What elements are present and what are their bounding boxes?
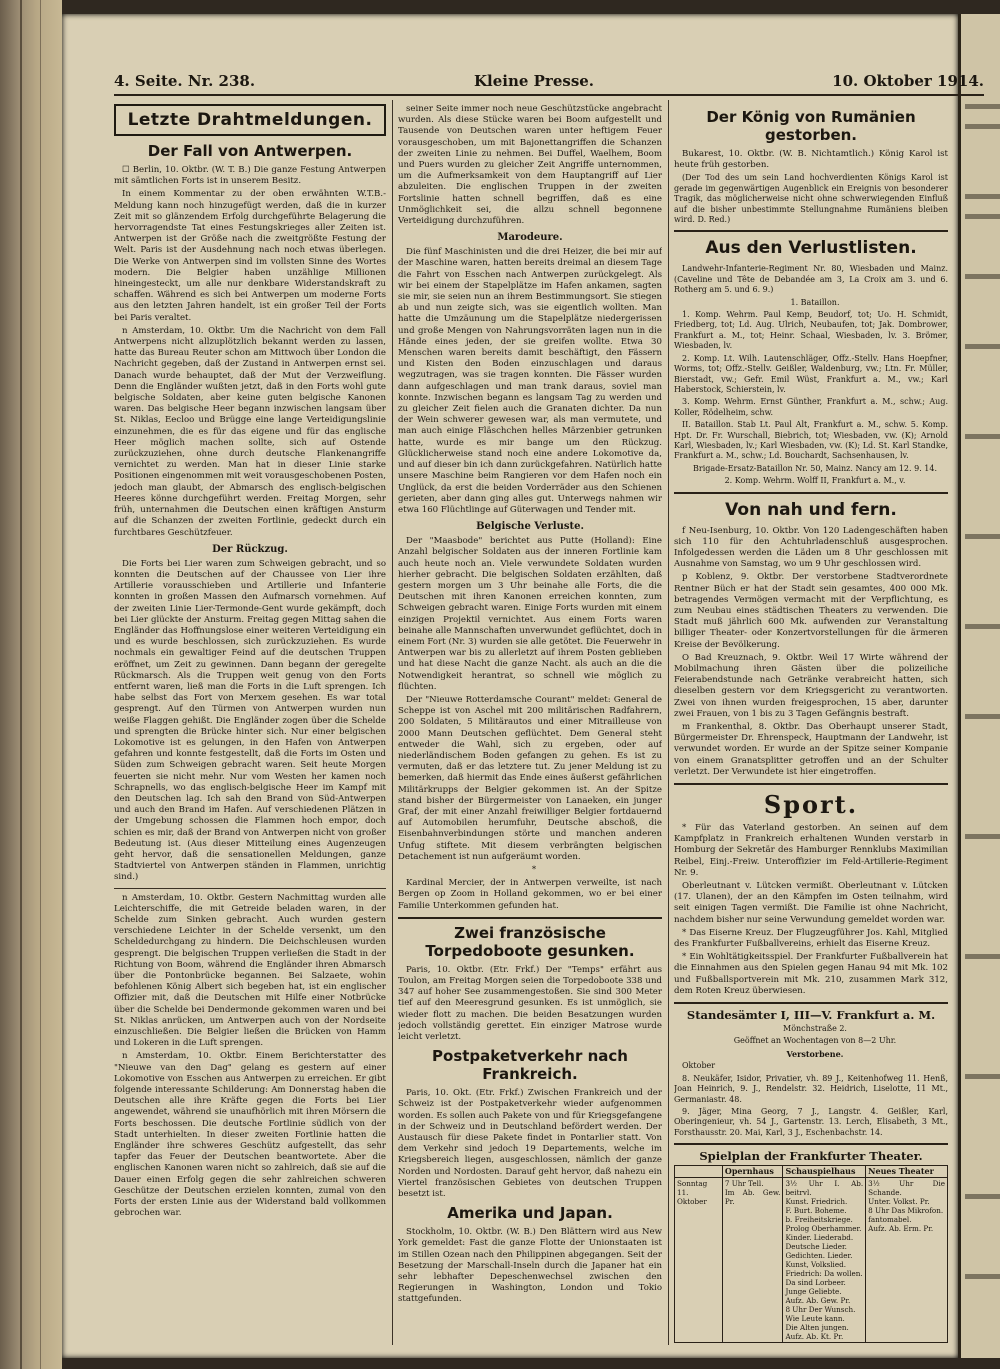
article-paragraph: Oktober	[682, 1061, 716, 1071]
headline-sport: Sport.	[763, 790, 859, 820]
column-1	[114, 104, 386, 1346]
article-paragraph: p Koblenz, 9. Oktbr. Der verstorbene Stadtverordnete Rentner Büch er hat der Stadt sein gesamtes, 400 000 Mk. betragendes Vermögen vermacht mit der Verpflichtung, es zum Neubau eines städtischen Theaters zu verwenden. Die Stadt muß jährlich 600 Mk. aufwenden zur Veranstaltung billiger Theater- oder Konzertvorstellungen für die ärmeren Kreise der Bevölkerung.	[674, 572, 948, 650]
article-paragraph: * Für das Vaterland gestorben. An seinen auf dem Kampfplatz in Frankreich erhaltenen Wunden verstarb in Homburg der Sekretär des Hamburger Rennklubs Maximilian Reibel, Einj.-Freiw. Unteroffizier im Feld-Artillerie-Regiment Nr. 9.	[674, 823, 948, 878]
column-2: seiner Seite immer noch neue Geschützstücke angebracht wurden. Als diese Stücke waren bei Boom aufgestellt und Tausende von Deutschen waren unter heftigem Feuer vorausgeschoben, um mit Bajonettangriffen die Schanzen der zweiten Linie zu nehmen. Bei Duffel, Waelhem, Boom und Puers wurden zu gleicher Zeit Angriffe unternommen, um die Aufmerksamkeit von dem Hauptangriff auf Lier abzuleiten. Die englischen Truppen in der zweiten Fortslinie hatten schnell begriffen, daß es eine Unmöglichkeit sei, die allzu schnell begonnene Verteidigung durchzuführen. Marodeure. Die fünf Maschinisten und die drei Heizer, die bei mir auf der Maschine waren, hatten bereits dreimal an diesem Tage die Fahrt von Esschen nach Antwerpen zurückgelegt. Als wir bei einem der Stapelplätze im Hafen ankamen, sagten sie mir, sie seien nun an ihrem Bestimmungsort. Sie stiegen ab und nun zeigte sich, was sie eigentlich wollten. Man hatte die Umzäunung um die Stapelplätze niedergerissen und große Mengen von Nahrungsvorräten lagen nun in die Hände eines jeden, der sie greifen wollte. Etwa 30 Menschen waren bereits damit beschäftigt, den Fässern und Kisten den Boden einzuschlagen und daraus wegzutragen, was sie tragen konnten. Die Fässer wurden dann aufgeschlagen und man trank daraus, soviel man konnte. Inzwischen begann es langsam Tag zu werden und zu gleicher Zeit fielen auch die Granaten dichter. Da nun der Wein schwerer gewesen war, als man vermutete, und man auch einige Fläschchen helles Märzenbier getrunken hatte, wurde es mir bange um den Rückzug. Glücklicherweise stand noch eine andere Lokomotive da, und auf dieser bin ich dann zurückgefahren. Natürlich hatte unsere Maschine beim Rangieren vor dem Hafen noch ein Unglück, da erst die beiden Vorderräder aus den Schienen gerieten, aber dann ging alles gut. Unterwegs nahmen wir etwa 160 Flüchtlinge auf Güterwagen und Tender mit. Belgische Verluste. Der "Maasbode" berichtet aus Putte (Holland): Eine Anzahl belgischer Soldaten aus der inneren Fortlinie kam auch heute noch an. Viele verwundete Soldaten wurden hierher gebracht. Die belgischen Soldaten erzählten, daß gestern morgen um 3 Uhr beinahe alle Forts, die die Deutschen mit ihren Kanonen erreichen konnten, zum Schweigen gebracht waren. Einige Forts wurden mit einem einzigen Projektil vernichtet. Aus einem Forts waren beinahe alle Mannschaften unverwundet geflüchtet, doch in einem Fort (Nr. 3) wurden sie alle getötet. Die Feuerwehr in Antwerpen war bis zu allerletzt auf ihrem Posten geblieben und hat diese Nacht die ganze Nacht. als auch an die die Notwendigkeit herantrat, so schnell wie möglich zu flüchten. Der "Nieuwe Rotterdamsche Courant" meldet: General de Scheppe ist von Aschel mit 200 militärischen Radfahrern, 200 Soldaten, 5 Militärautos und einer Mitrailleuse von 2000 Mann Deutschen geflüchtet. Dem General steht entweder die Wahl, sich zu ergeben, oder auf niederländischem Boden gefangen zu gehen. Es ist zu vermuten, daß er das letztere tut. Zu jener Meldung ist zu bemerken, daß hiermit das Ende eines äußerst gefährlichen Militärkrupps der Belgier gekommen ist. An der Spitze stand bisher der Bürgermeister von Lanaeken, ein junger Graf, der mit einer Anzahl freiwilliger Belgier fortdauernd auf Automobilen herumfuhr, Deutsche abschoß, die Eisenbahnverbindungen störte und manchen anderen Unfug stiftete. Mit diesem verbrängten belgischen Detachement ist nun aufgeräumt worden. * Kardinal Mercier, der in Antwerpen verweilte, ist nach Bergen op Zoom in Holland gekommen, wo er bei einer Familie Unterkommen gefunden hat. Zwei französische Torpedoboote gesunken. Paris, 10. Oktbr. (Etr. Frkf.) Der "Temps" erfährt aus Toulon, am Freitag Morgen seien die Torpedoboote 338 und 347 auf hoher See zusammengestoßen. Sie sind 300 Meter tief auf den Meeresgrund gesunken. Es ist unmöglich, sie wieder flott zu machen. Die beiden Besatzungen wurden jedoch vollständig gerettet. Ein einziger Matrose wurde leicht verletzt. Postpaketverkehr nach Frankreich. Paris, 10. Okt. (Etr. Frkf.) Zwischen Frankreich und der Schweiz ist der Postpaketverkehr wieder aufgenommen worden. Es sollen auch Pakete von und für Kriegsgefangene in der Schweiz und in Deutschland befördert werden. Der Austausch für diese Pakete findet in Pontarlier statt. Von dem Verkehr sind jedoch 19 Departements, welche im Kriegsbereich liegen, ausgeschlossen, nämlich der ganze Norden und Nordosten. Darauf geht hervor, daß nahezu ein Viertel französischen Gebietes von deutschen Truppen besetzt ist. Amerika und Japan. Stockholm, 10. Oktbr. (W. B.) Den Blättern wird aus New York gemeldet: Fast die ganze Flotte der Unionstaaten ist im Stillen Ozean nach den Philippinen abgegangen. Seit der Besetzung der Marschall-Inseln durch die Japaner hat ein sehr lebhafter Depeschenwechsel zwischen den Regierungen in Washington, London und Tokio stattgefunden.	[398, 104, 662, 1305]
article-paragraph: 8. Neukäfer, Isidor, Privatier, vh. 89 J., Keitenhofweg 11. Henß, Joan Heinrich, 9. J., Rendelstr. 32. Heidrich, Liselotte, 11 Mt., Germaniastr. 48.	[674, 1073, 948, 1104]
page-number: 4. Seite. Nr. 238.	[114, 72, 256, 90]
divider	[674, 1002, 948, 1004]
article-paragraph: Die Forts bei Lier waren zum Schweigen gebracht, und so konnten die Deutschen auf der Chaussee von Lier ihre Artillerie vorausschieben und Artillerie und Infanterie konnten in großen Massen den Aufmarsch vornehmen. Auf der zweiten Linie Lier-Termonde-Gent wurde gekämpft, doch bei Lier glückte der Ansturm. Freitag gegen Mittag sahen die Engländer das Hoffnungslose einer weiteren Verteidigung ein und es wurde beschlossen, sich zurückzuziehen. Es wurde nochmals ein gewaltiger Feind auf die deutschen Truppen eröffnet, um Zeit zu gewinnen. Dann begann der geregelte Rückmarsch. Als die Truppen weit genug von den Forts entfernt waren, ließ man die Forts in die Luft sprengen. Ich habe selbst das Fort von Merxem gesehen. Es war total gesprengt. Auf den Türmen von Antwerpen wurden nun weiße Flaggen gehißt. Die Engländer zogen über die Schelde und sprengten die Brücke hinter sich. Nur einer belgischen Lokomotive ist es gelungen, in den Hafen von Antwerpen gefahren und konnte festgestellt, daß die Forts im Osten und Süden zum Schweigen gebracht waren. Seit heute Morgen feuerten sie nicht mehr. Nur vom Westen her kamen noch Schrapnells, wo das englisch-belgische Heer im Kampf mit den Deutschen lag. Ich sah den Brand von Süd-Antwerpen und auch den Brand im Hafen. Auf verschiedenen Plätzen in der Umgebung schossen die Flammen hoch empor, doch schien es mir, daß der Brand von Antwerpen nicht von großer Bedeutung ist. (Aus dieser Mitteilung eines Augenzeugen geht hervor, daß die sensationellen Meldungen, ganze Stadtviertel von Antwerpen ständen in Flammen, unrichtig sind.)	[114, 558, 386, 883]
book-binding	[0, 0, 62, 1369]
newspaper-name: Kleine Presse.	[474, 72, 595, 90]
headline-postpaketverkehr: Postpaketverkehr nach Frankreich.	[432, 1047, 628, 1084]
article-paragraph: n Amsterdam, 10. Oktbr. Einem Berichterstatter des "Nieuwe van den Dag" gelang es gestern auf einer Lokomotive von Esschen aus Antwerpen zu erreichen. Er gibt folgende interessante Schilderung: Am Donnerstag haben die Deutschen alle ihre Kräfte gegen die Forts bei Lier angewendet, während sie unaufhörlich mit ihren Mörsern die Forts beschossen. Die deutsche Fortlinie südlich von der Stadt unterhielten. In dieser zweiten Fortlinie hatten die Engländer ihre schweres Geschütz aufgestellt, das sehr tapfer das Feuer der Deutschen beantwortete. Aber die englischen Kanonen waren nicht so zahlreich, daß sie auf die Dauer einen Erfolg gegen die sehr zahlreichen schweren Geschütze der Deutschen erzielen konnten, zumal von den Forts der ersten Linie aus der Widerstand bald vollkommen gebrochen war.	[114, 1051, 386, 1219]
newspaper-page	[62, 14, 984, 1358]
article-paragraph: Oberleutnant v. Lütcken vermißt. Oberleutnant v. Lütcken (17. Ulanen), der an den Kämpfen im Osten teilnahm, wird seit einigen Tagen vermißt. Die Familie ist ohne Nachricht, nachdem bisher nur seine Verwundung gemeldet worden war.	[674, 881, 948, 925]
divider	[674, 492, 948, 494]
article-paragraph: 1. Komp. Wehrm. Paul Kemp, Beudorf, tot; Uo. H. Schmidt, Friedberg, tot; Ld. Aug. Ulrich, Neubaufen, tot; Jak. Dombrower, Frankfurt a. M., tot; Heinr. Schaal, Wiesbaden, lv. 3. Brömer, Wiesbaden, lv.	[674, 310, 948, 351]
article-paragraph: m Frankenthal, 8. Oktbr. Das Oberhaupt unserer Stadt, Bürgermeister Dr. Ehrenspeck, Hauptmann der Landwehr, ist verwundet worden. Er wurde an der Spitze seiner Kompanie von einem Granatsplitter getroffen und an der Schulter verletzt. Der Verwundete ist hier eingetroffen.	[674, 722, 948, 777]
column-divider	[392, 100, 393, 1345]
article-paragraph: Brigade-Ersatz-Bataillon Nr. 50, Mainz. Nancy am 12. 9. 14.	[693, 463, 937, 473]
subheading-belgische-verluste: Belgische Verluste.	[476, 521, 584, 533]
table-header-cell: Opernhaus	[722, 1166, 783, 1178]
article-paragraph: 9. Jäger, Mina Georg, 7 J., Langstr. 4. Geißler, Karl, Oberingenieur, vh. 54 J., Gartenstr. 13. Lerch, Elisabeth, 3 Mt., Forsthausstr. 20. Mai, Karl, 3 J., Eschenbachstr. 14.	[674, 1106, 948, 1137]
page-header	[114, 70, 984, 96]
table-header-cell: Schauspielhaus	[783, 1166, 866, 1178]
article-paragraph: II. Bataillon. Stab Lt. Paul Alt, Frankfurt a. M., schw. 5. Komp. Hpt. Dr. Fr. Wurschall, Biebrich, tot; Wiesbaden, vw. (K); Arnold Karl, Wiesbaden, lv.; Karl Wiesbaden, vw. (K); Ld. St. Karl Standke, Frankfurt a. M., schw.; Ld. Bouchardt, Sachsenhausen, lv.	[674, 420, 948, 461]
headline-verlustlisten: Aus den Verlustlisten.	[705, 238, 917, 259]
divider	[674, 230, 948, 232]
article-paragraph: * Das Eiserne Kreuz. Der Flugzeugführer Jos. Kahl, Mitglied des Frankfurter Fußballvereins, erhielt das Eiserne Kreuz.	[674, 927, 948, 950]
table-cell-opernhaus: 7 Uhr Tell. Im Ab. Gew. Pr.	[722, 1178, 783, 1343]
article-paragraph: Bukarest, 10. Oktbr. (W. B. Nichtamtlich.) König Karol ist heute früh gestorben.	[674, 149, 948, 171]
article-paragraph: Der "Nieuwe Rotterdamsche Courant" meldet: General de Scheppe ist von Aschel mit 200 militärischen Radfahrern, 200 Soldaten, 5 Militärautos und einer Mitrailleuse von 2000 Mann Deutschen geflüchtet. Dem General steht entweder die Wahl, sich zu ergeben, oder auf niederländischem Boden gefangen zu gehen. Es ist zu vermuten, daß er das letztere tut. Zu jener Meldung ist zu bemerken, daß hiermit das Ende eines äußerst gefährlichen Militärkrupps der Belgier gekommen ist. An der Spitze stand bisher der Bürgermeister von Lanaeken, ein junger Graf, der mit einer Anzahl freiwilliger Belgier fortdauernd auf Automobilen herumfuhr, Deutsche abschoß, die Eisenbahnverbindungen störte und manchen anderen Unfug stiftete. Mit diesem verbrängten belgischen Detachement ist nun aufgeräumt worden.	[398, 694, 662, 862]
section-title-drahtmeldungen: Letzte Drahtmeldungen.	[114, 104, 386, 136]
table-header-cell	[675, 1166, 723, 1178]
article-paragraph: Die fünf Maschinisten und die drei Heizer, die bei mir auf der Maschine waren, hatten bereits dreimal an diesem Tage die Fahrt von Esschen nach Antwerpen zurückgelegt. Als wir bei einem der Stapelplätze im Hafen ankamen, sagten sie mir, sie seien nun an ihrem Bestimmungsort. Sie stiegen ab und nun zeigte sich, was sie eigentlich wollten. Man hatte die Umzäunung um die Stapelplätze niedergerissen und große Mengen von Nahrungsvorräten lagen nun in die Hände eines jeden, der sie greifen wollte. Etwa 30 Menschen waren bereits damit beschäftigt, den Fässern und Kisten den Boden einzuschlagen und daraus wegzutragen, was sie tragen konnten. Die Fässer wurden dann aufgeschlagen und man trank daraus, soviel man konnte. Inzwischen begann es langsam Tag zu werden und zu gleicher Zeit fielen auch die Granaten dichter. Da nun der Wein schwerer gewesen war, als man vermutete, und man auch einige Fläschchen helles Märzenbier getrunken hatte, wurde es mir bange um den Rückzug. Glücklicherweise stand noch eine andere Lokomotive da, und auf dieser bin ich dann zurückgefahren. Natürlich hatte unsere Maschine beim Rangieren vor dem Hafen noch ein Unglück, da erst die beiden Vorderräder aus den Schienen gerieten, aber dann ging alles gut. Unterwegs nahmen wir etwa 160 Flüchtlinge auf Güterwagen und Tender mit.	[398, 247, 662, 515]
article-paragraph: f Neu-Isenburg, 10. Oktbr. Von 120 Ladengeschäften haben sich 110 für den Achtuhrladenschluß ausgesprochen. Infolgedessen werden die Läden um 8 Uhr geschlossen mit Ausnahme von Samstag, wo um 9 Uhr geschlossen wird.	[674, 525, 948, 570]
table-cell-schauspielhaus: 3½ Uhr I. Ab. beitrvl. Kunst. Friedrich. F. Burt. Boheme. b. Freiheitskriege. Prolog Oberhammer. Kinder. Liederabd. Deutsche Lieder. Gedichten. Lieder. Kunst, Volkslied. Friedrich: Da wollen. Da sind Lorbeer. Junge Geliebte. Aufz. Ab. Gew. Pr. 8 Uhr Der Wunsch. Wie Leute kann. Die Alten jungen. Aufz. Ab. Kt. Pr.	[783, 1178, 866, 1343]
article-paragraph: Verstorbene.	[786, 1048, 844, 1059]
column-3	[674, 104, 948, 1346]
article-paragraph: * Ein Wohltätigkeitsspiel. Der Frankfurter Fußballverein hat die Einnahmen aus den Spielen gegen Hanau 94 mit Mk. 102 und Fußballsportverein mit Mk. 210, zusammen Mark 312, dem Roten Kreuz überwiesen.	[674, 952, 948, 996]
article-paragraph: Paris, 10. Okt. (Etr. Frkf.) Zwischen Frankreich und der Schweiz ist der Postpaketverkehr wieder aufgenommen worden. Es sollen auch Pakete von und für Kriegsgefangene in der Schweiz und in Deutschland befördert werden. Der Austausch für diese Pakete findet in Pontarlier statt. Von dem Verkehr sind jedoch 19 Departements, welche im Kriegsbereich liegen, ausgeschlossen, nämlich der ganze Norden und Nordosten. Darauf geht hervor, daß nahezu ein Viertel französischen Gebietes von deutschen Truppen besetzt ist.	[398, 1088, 662, 1200]
table-row	[675, 1178, 948, 1343]
article-paragraph: 1. Bataillon.	[790, 297, 840, 307]
theater-schedule-table	[674, 1165, 948, 1343]
table-cell-day: Sonntag 11. Oktober	[675, 1178, 723, 1343]
article-paragraph: (Der Tod des um sein Land hochverdienten Königs Karol ist gerade im gegenwärtigen Augenblick ein Ereignis von besonderer Tragik, das möglicherweise nicht ohne schwerwiegenden Einfluß auf die bisher unbestimmte Stellungnahme Rumäniens bleiben wird. D. Red.)	[674, 173, 948, 225]
article-paragraph: Kardinal Mercier, der in Antwerpen verweilte, ist nach Bergen op Zoom in Holland gekommen, wo er bei einer Familie Unterkommen gefunden hat.	[398, 878, 662, 911]
article-paragraph: Der "Maasbode" berichtet aus Putte (Holland): Eine Anzahl belgischer Soldaten aus der inneren Fortlinie kam auch heute noch an. Viele verwundete Soldaten wurden hierher gebracht. Die belgischen Soldaten erzählten, daß gestern morgen um 3 Uhr beinahe alle Forts, die die Deutschen mit ihren Kanonen erreichen konnten, zum Schweigen gebracht waren. Einige Forts wurden mit einem einzigen Projektil vernichtet. Aus einem Forts waren beinahe alle Mannschaften unverwundet geflüchtet, doch in einem Fort (Nr. 3) wurden sie alle getötet. Die Feuerwehr in Antwerpen war bis zu allerletzt auf ihrem Posten geblieben und hat diese Nacht die ganze Nacht. als auch an die die Notwendigkeit herantrat, so schnell wie möglich zu flüchten.	[398, 536, 662, 692]
column-divider	[668, 100, 669, 1345]
article-paragraph: In einem Kommentar zu der oben erwähnten W.T.B.-Meldung kann noch hinzugefügt werden, daß die in kurzer Zeit mit so glänzendem Erfolg durchgeführte Belagerung die hervorragendste Tat eines Festungskrieges aller Zeiten ist. Antwerpen ist der Größe nach die zweitgrößte Festung der Welt. Paris ist der Ausdehnung nach noch etwas überlegen. Die Werke von Antwerpen sind im vollsten Sinne des Wortes modern. Die Belgier haben unzählige Millionen hineingesteckt, um alle nur denkbare Widerstandskraft zu schaffen. Während es sich bei Antwerpen um moderne Forts aus den letzten Jahren handelt, ist ein großer Teil der Forts bei Paris veraltet.	[114, 189, 386, 323]
headline-koenig-rumaenien: Der König von Rumänien gestorben.	[706, 108, 916, 144]
adjacent-page-edge	[958, 14, 1000, 1358]
headline-antwerpen: Der Fall von Antwerpen.	[147, 142, 353, 160]
article-paragraph: O Bad Kreuznach, 9. Oktbr. Weil 17 Wirte während der Mobilmachung ihren Gästen über die polizeiliche Feierabendstunde nach Getränke verabreicht hatten, sich dieselben gestern vor dem Kriegsgericht zu verantworten. Zwei von ihnen wurden freigesprochen, 15 aber, darunter zwei Frauen, von 1 bis zu 3 Tagen Gefängnis bestraft.	[674, 652, 948, 719]
divider	[114, 888, 386, 889]
table-cell-neues-theater: 3½ Uhr Die Schande. Unter. Volkst. Pr. 8 Uhr Das Mikrofon. fantomabel. Aufz. Ab. Erm. Pr.	[866, 1178, 948, 1343]
issue-date: 10. Oktober 1914.	[832, 72, 984, 90]
article-paragraph: Landwehr-Infanterie-Regiment Nr. 80, Wiesbaden und Mainz. (Caveline und Tête de Debandée am 3, La Croix am 3. und 6. Rotherg am 5. und 6. 9.)	[674, 264, 948, 295]
subheading-rueckzug: Der Rückzug.	[212, 543, 288, 555]
header-rule	[114, 94, 984, 96]
article-paragraph: Mönchstraße 2.	[783, 1024, 847, 1034]
article-paragraph: 2. Komp. Lt. Wilh. Lautenschläger, Offz.-Stellv. Hans Hoepfner, Worms, tot; Offz.-Stellv. Geißler, Waldenburg, vw.; Ltn. Fr. Müller, Bierstadt, vw.; Gefr. Emil Wüst, Frankfurt a. M., vw.; Karl Haberstock, Schierstein, lv.	[674, 353, 948, 394]
article-paragraph: Stockholm, 10. Oktbr. (W. B.) Den Blättern wird aus New York gemeldet: Fast die ganze Flotte der Unionstaaten ist im Stillen Ozean nach den Philippinen abgegangen. Seit der Besetzung der Marschall-Inseln durch die Japaner hat ein sehr lebhafter Depeschenwechsel zwischen den Regierungen in Washington, London und Tokio stattgefunden.	[398, 1227, 662, 1305]
table-header-cell: Neues Theater	[866, 1166, 948, 1178]
table-header-row	[675, 1166, 948, 1178]
article-paragraph: Paris, 10. Oktbr. (Etr. Frkf.) Der "Temps" erfährt aus Toulon, am Freitag Morgen seien die Torpedoboote 338 und 347 auf hoher See zusammengestoßen. Sie sind 300 Meter tief auf den Meeresgrund gesunken. Es ist unmöglich, sie wieder flott zu machen. Die beiden Besatzungen wurden jedoch vollständig gerettet. Ein einziger Matrose wurde leicht verletzt.	[398, 964, 662, 1043]
divider	[674, 1143, 948, 1145]
divider	[398, 917, 662, 919]
article-paragraph: n Amsterdam, 10. Oktbr. Um die Nachricht von dem Fall Antwerpens nicht allzuplötzlich bekannt werden zu lassen, hatte das Bureau Reuter schon am Mittwoch über London die Nachricht gegeben, daß der Zustand in Antwerpen ernst sei. Danach wurde behauptet, daß der Mut der Verzweiflung. Denn die Engländer wußten jetzt, daß in den Forts wohl gute belgische Soldaten, aber keine guten belgische Kanonen waren. Das belgische Heer begann inzwischen langsam über St. Niklas, Eecloo und Brügge eine lange Verteidigungslinie einzunehmen, die es für das eigene und für das englische Heer möglich machen sollte, sich auf Ostende zurückzuziehen, ohne durch deutsche Flankenangriffe vernichtet zu werden. Man hat in dieser Linie starke Positionen eingenommen mit weit vorausgeschobenen Posten, jedoch man glaubt, der Abmarsch des englisch-belgischen Heeres könne durchgeführt werden. Freitag Morgen, sehr früh, unternahmen die Deutschen einen kräftigen Ansturm auf die Schanzen der zweiten Fortlinie, gedeckt durch ein furchtbares Geschützfeuer.	[114, 325, 386, 538]
headline-standesaemter: Standesämter I, III—V. Frankfurt a. M.	[686, 1008, 936, 1023]
article-paragraph: 3. Komp. Wehrm. Ernst Günther, Frankfurt a. M., schw.; Aug. Koller, Rödelheim, schw.	[674, 397, 948, 417]
divider	[674, 783, 948, 785]
article-paragraph: seiner Seite immer noch neue Geschützstücke angebracht wurden. Als diese Stücke waren bei Boom aufgestellt und Tausende von Deutschen waren unter heftigem Feuer vorausgeschoben, um mit Bajonettangriffen die Schanzen der zweiten Linie zu nehmen. Bei Duffel, Waelhem, Boom und Puers wurden zu gleicher Zeit Angriffe unternommen, um die Aufmerksamkeit von dem Hauptangriff auf Lier abzuleiten. Die englischen Truppen in der zweiten Fortslinie hatten schnell begriffen, daß es eine Unmöglichkeit sei, die allzu schnell begonnene Verteidigung durchzuführen.	[398, 104, 662, 227]
article-paragraph: 2. Komp. Wehrm. Wolff II, Frankfurt a. M., v.	[724, 476, 906, 486]
article-paragraph: ☐ Berlin, 10. Oktbr. (W. T. B.) Die ganze Festung Antwerpen mit sämtlichen Forts ist in unserem Besitz.	[114, 165, 386, 187]
article-paragraph: Geöffnet an Wochentagen von 8—2 Uhr.	[733, 1036, 897, 1046]
headline-spielplan: Spielplan der Frankfurter Theater.	[699, 1149, 923, 1164]
subheading-marodeure: Marodeure.	[497, 232, 563, 244]
article-paragraph: n Amsterdam, 10. Oktbr. Gestern Nachmittag wurden alle Leichterschiffe, die mit Getreide beladen waren, in der Schelde zum Sinken gebracht. Auch wurden gestern verschiedene Leichter in der Schelde versenkt, um den Scheldedurchgang zu hindern. Die Deichschleusen wurden gesprengt. Die belgischen Truppen verließen die Stadt in der Richtung von Boom, während die Engländer ihren Abmarsch über die Pontonbrücke begannen. Bei Salzaete, wohin befohlenen König Albert sich begeben hat, ist ein englischer Offizier mit, daß die Deutschen mit Hilfe einer Notbrücke über die Schelde bei Dendermonde gekommen waren und bei St. Niklas anrücken, um Antwerpen auch von der Nordseite einzuschließen. Die Belgier ließen die Brücken von Hamm und Lokeren in die Luft sprengen.	[114, 892, 386, 1049]
headline-torpedoboote: Zwei französische Torpedoboote gesunken.	[425, 923, 635, 960]
headline-amerika-japan: Amerika und Japan.	[447, 1204, 613, 1223]
headline-nah-und-fern: Von nah und fern.	[725, 499, 897, 520]
